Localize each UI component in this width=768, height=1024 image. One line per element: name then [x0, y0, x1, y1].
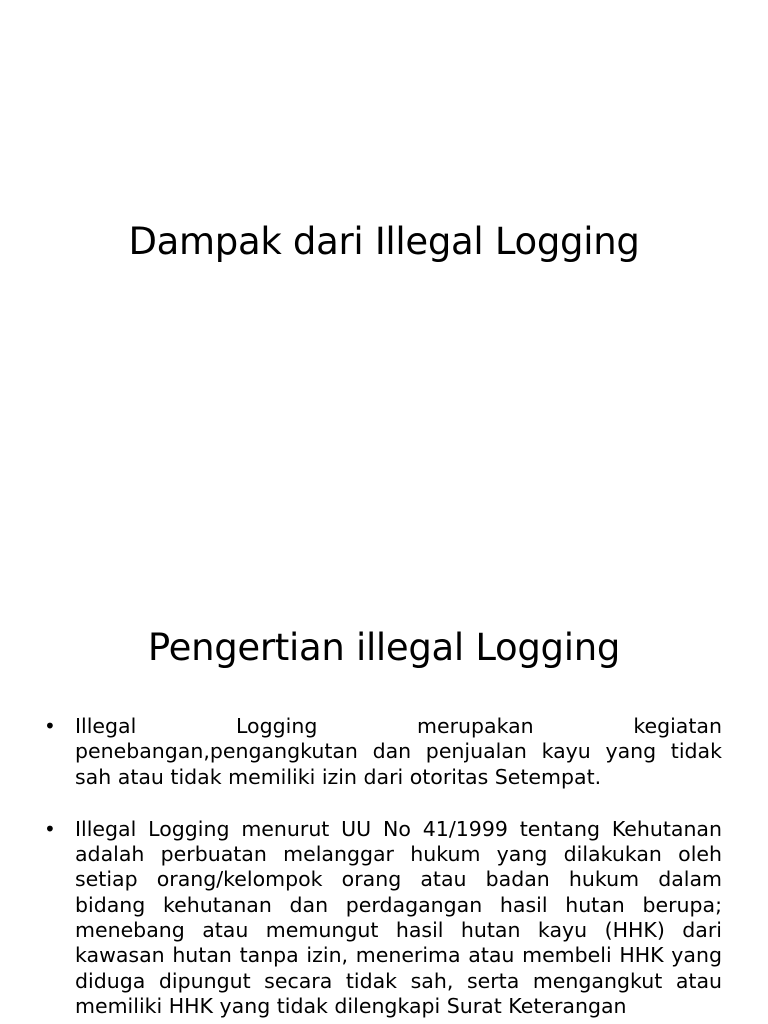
slide-definition [0, 576, 768, 1024]
bullet-text: penebangan,pengangkutan dan penjualan kayu yang tidak sah atau tidak memiliki izin dari otoritas Setempat. [75, 739, 722, 789]
bullet-icon: • [44, 816, 56, 841]
bullet-item [44, 817, 722, 1019]
bullet-icon: • [44, 714, 56, 738]
bullet-list [44, 714, 722, 1024]
bullet-word: Logging [236, 714, 318, 738]
bullet-item [44, 714, 722, 790]
bullet-word: merupakan [417, 714, 534, 738]
slide-title: Dampak dari Illegal Logging [128, 220, 640, 263]
bullet-first-line [75, 714, 722, 739]
bullet-word: kegiatan [633, 714, 722, 738]
slide-heading: Pengertian illegal Logging [147, 626, 621, 669]
bullet-word: Illegal [75, 714, 137, 738]
bullet-text: Illegal Logging menurut UU No 41/1999 tentang Kehutanan adalah perbuatan melanggar hukum yang dilakukan oleh setiap orang/kelompok orang atau badan hukum dalam bidang kehutanan dan perdagangan hasil hutan berupa; menebang atau memungut hasil hutan kayu (HHK) dari kawasan hutan tanpa izin, menerima atau membeli HHK yang diduga dipungut secara tidak sah, serta mengangkut atau memiliki HHK yang tidak dilengkapi Surat Keterangan [75, 816, 722, 1018]
